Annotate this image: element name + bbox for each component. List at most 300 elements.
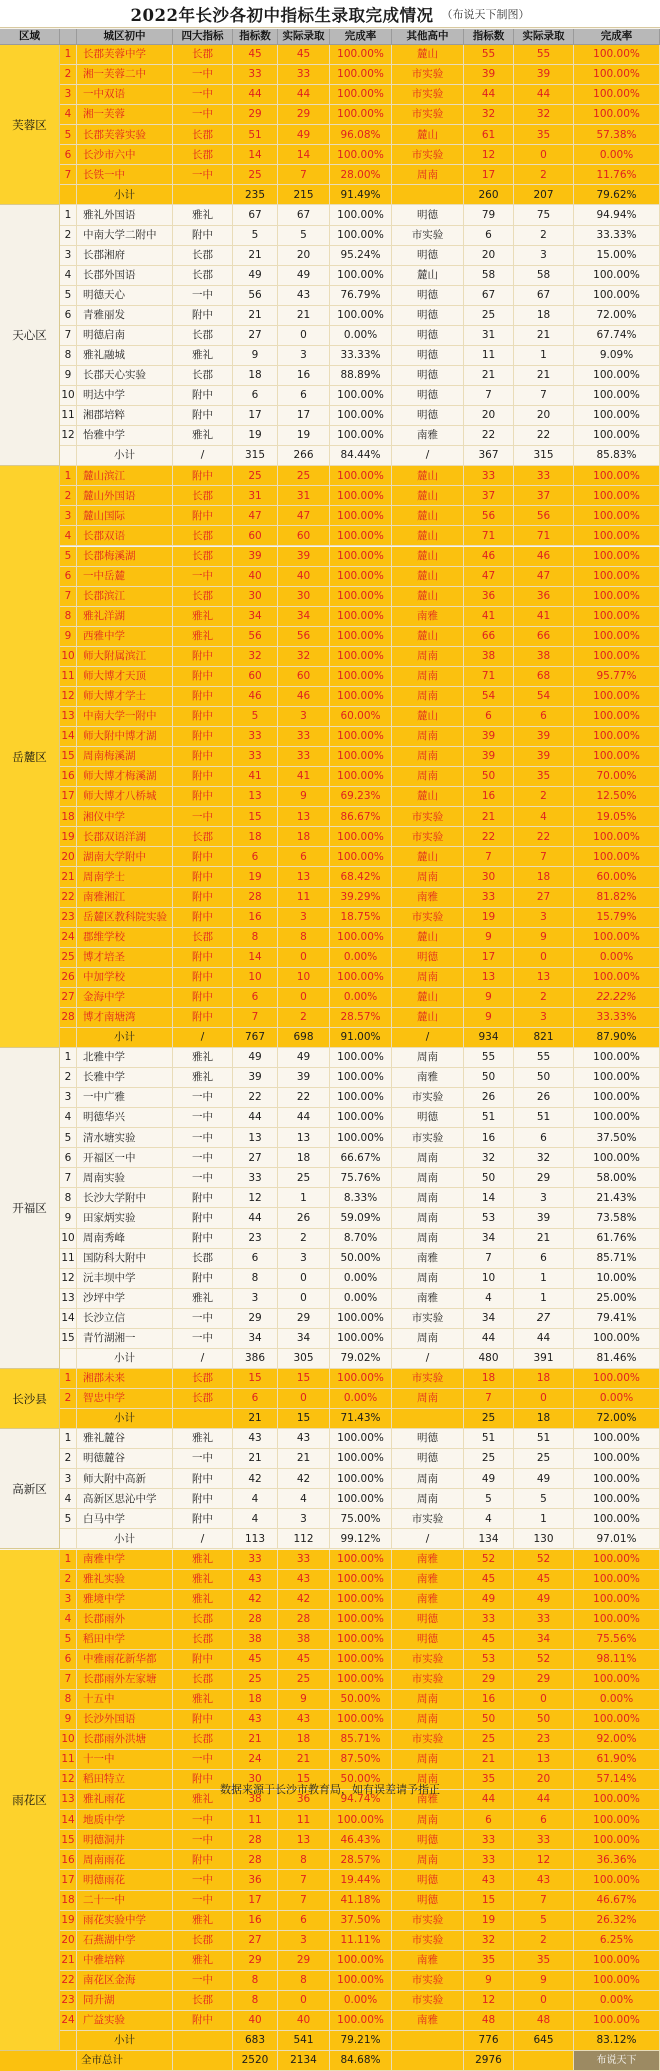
other-high-school: 明德 (392, 205, 464, 225)
other-quota-count: 7 (464, 1389, 514, 1409)
other-admitted-count: 20 (514, 406, 574, 426)
other-admitted-count: 39 (514, 747, 574, 767)
other-high-school: 明德 (392, 1630, 464, 1650)
completion-rate: 69.23% (330, 787, 392, 807)
other-high-school: 周南 (392, 647, 464, 667)
school-name: 周南学士 (77, 867, 173, 887)
school-name: 麓山外国语 (77, 486, 173, 506)
table-row (0, 1289, 660, 1309)
quota-count: 21 (233, 1730, 278, 1750)
subtotal-quota: 683 (233, 2031, 278, 2051)
other-completion-rate: 100.00% (574, 747, 660, 767)
quota-count: 67 (233, 205, 278, 225)
other-admitted-count: 0 (514, 1991, 574, 2011)
other-quota-count: 9 (464, 1971, 514, 1991)
other-completion-rate: 100.00% (574, 1550, 660, 1570)
big-four-school: 附中 (173, 1188, 233, 1208)
admitted-count: 49 (278, 266, 330, 286)
big-four-school: 附中 (173, 1008, 233, 1028)
row-number: 12 (60, 687, 77, 707)
completion-rate: 100.00% (330, 687, 392, 707)
other-admitted-count: 66 (514, 627, 574, 647)
table-row (0, 567, 660, 587)
big-four-school: 附中 (173, 727, 233, 747)
school-name: 明德启南 (77, 326, 173, 346)
school-name: 地质中学 (77, 1810, 173, 1830)
other-high-school: 南雅 (392, 1550, 464, 1570)
other-quota-count: 50 (464, 767, 514, 787)
quota-count: 12 (233, 1188, 278, 1208)
quota-count: 33 (233, 65, 278, 85)
completion-rate: 41.18% (330, 1891, 392, 1911)
quota-count: 38 (233, 1790, 278, 1810)
big-four-school: 附中 (173, 908, 233, 928)
school-name: 雅礼麓谷 (77, 1429, 173, 1449)
other-admitted-count: 55 (514, 45, 574, 65)
other-admitted-count: 48 (514, 2011, 574, 2031)
admitted-count: 34 (278, 1329, 330, 1349)
subtotal-big: / (173, 446, 233, 466)
big-four-school: 一中 (173, 1329, 233, 1349)
table-row (0, 1249, 660, 1269)
completion-rate: 100.00% (330, 928, 392, 948)
admitted-count: 9 (278, 1690, 330, 1710)
admitted-count: 17 (278, 406, 330, 426)
other-quota-count: 6 (464, 1810, 514, 1830)
row-number: 11 (60, 1249, 77, 1269)
school-name: 湘一芙蓉二中 (77, 65, 173, 85)
other-high-school: 市实验 (392, 1650, 464, 1670)
row-number: 6 (60, 567, 77, 587)
completion-rate: 100.00% (330, 105, 392, 125)
quota-count: 25 (233, 466, 278, 486)
total-other (392, 2051, 464, 2071)
admitted-count: 7 (278, 165, 330, 185)
admitted-count: 43 (278, 1429, 330, 1449)
row-number: 9 (60, 1208, 77, 1228)
other-admitted-count: 26 (514, 1088, 574, 1108)
big-four-school: 附中 (173, 948, 233, 968)
quota-count: 33 (233, 1550, 278, 1570)
other-quota-count: 53 (464, 1650, 514, 1670)
table-row (0, 426, 660, 446)
quota-count: 4 (233, 1489, 278, 1509)
row-number: 14 (60, 1309, 77, 1329)
completion-rate: 59.09% (330, 1208, 392, 1228)
big-four-school: 一中 (173, 1148, 233, 1168)
subtotal-rate: 91.49% (330, 185, 392, 205)
other-quota-count: 33 (464, 1830, 514, 1850)
other-quota-count: 39 (464, 747, 514, 767)
subtotal-row (0, 185, 660, 205)
quota-count: 29 (233, 105, 278, 125)
other-high-school: 南雅 (392, 1590, 464, 1610)
completion-rate: 76.79% (330, 286, 392, 306)
other-quota-count: 25 (464, 1449, 514, 1469)
other-high-school: 麓山 (392, 526, 464, 546)
other-quota-count: 48 (464, 2011, 514, 2031)
completion-rate: 100.00% (330, 727, 392, 747)
quota-count: 47 (233, 506, 278, 526)
admitted-count: 31 (278, 486, 330, 506)
admitted-count: 13 (278, 867, 330, 887)
table-row (0, 1168, 660, 1188)
row-number: 12 (60, 1269, 77, 1289)
other-quota-count: 44 (464, 1329, 514, 1349)
admitted-count: 18 (278, 1148, 330, 1168)
table-row (0, 1489, 660, 1509)
other-admitted-count: 3 (514, 246, 574, 266)
other-admitted-count: 18 (514, 306, 574, 326)
other-high-school: 明德 (392, 1610, 464, 1630)
school-name: 长沙立信 (77, 1309, 173, 1329)
big-four-school: 雅礼 (173, 1048, 233, 1068)
other-completion-rate: 15.79% (574, 908, 660, 928)
big-four-school: 长郡 (173, 1249, 233, 1269)
other-high-school: 市实验 (392, 1509, 464, 1529)
table-row (0, 65, 660, 85)
subtotal-rate: 71.43% (330, 1409, 392, 1429)
other-admitted-count: 71 (514, 526, 574, 546)
row-number: 9 (60, 627, 77, 647)
table-row (0, 246, 660, 266)
row-number: 7 (60, 1168, 77, 1188)
completion-rate: 100.00% (330, 767, 392, 787)
big-four-school: 长郡 (173, 1369, 233, 1389)
other-completion-rate: 67.74% (574, 326, 660, 346)
other-quota-count: 29 (464, 1670, 514, 1690)
other-high-school: 麓山 (392, 847, 464, 867)
school-name: 长郡外国语 (77, 266, 173, 286)
other-admitted-count: 21 (514, 366, 574, 386)
other-quota-count: 20 (464, 246, 514, 266)
table-row (0, 1690, 660, 1710)
other-completion-rate: 72.00% (574, 306, 660, 326)
big-four-school: 长郡 (173, 1389, 233, 1409)
other-completion-rate: 100.00% (574, 1971, 660, 1991)
completion-rate: 86.67% (330, 807, 392, 827)
other-high-school: 麓山 (392, 627, 464, 647)
admitted-count: 8 (278, 1971, 330, 1991)
subtotal-other-rate: 81.46% (574, 1349, 660, 1369)
table-row (0, 1188, 660, 1208)
quota-count: 43 (233, 1710, 278, 1730)
school-name: 周南梅溪湖 (77, 747, 173, 767)
row-number: 3 (60, 1088, 77, 1108)
table-row (0, 1309, 660, 1329)
other-admitted-count: 33 (514, 466, 574, 486)
quota-count: 51 (233, 125, 278, 145)
school-name: 湘仪中学 (77, 807, 173, 827)
other-admitted-count: 2 (514, 165, 574, 185)
admitted-count: 20 (278, 246, 330, 266)
subtotal-other-quota: 480 (464, 1349, 514, 1369)
school-name: 长郡雨外洪塘 (77, 1730, 173, 1750)
other-high-school: 南雅 (392, 1790, 464, 1810)
school-name: 雅礼洋湖 (77, 607, 173, 627)
other-admitted-count: 49 (514, 1469, 574, 1489)
other-admitted-count: 0 (514, 145, 574, 165)
other-admitted-count: 25 (514, 1449, 574, 1469)
other-quota-count: 9 (464, 988, 514, 1008)
school-name: 湘一芙蓉 (77, 105, 173, 125)
completion-rate: 100.00% (330, 1068, 392, 1088)
subtotal-other: / (392, 1349, 464, 1369)
subtotal-other-rate: 97.01% (574, 1529, 660, 1549)
admitted-count: 8 (278, 928, 330, 948)
row-number: 11 (60, 406, 77, 426)
admitted-count: 25 (278, 1168, 330, 1188)
row-number: 3 (60, 1469, 77, 1489)
other-high-school: 明德 (392, 366, 464, 386)
table-row (0, 767, 660, 787)
school-name: 怡雅中学 (77, 426, 173, 446)
other-high-school: 市实验 (392, 65, 464, 85)
table-row (0, 888, 660, 908)
row-number: 23 (60, 908, 77, 928)
subtotal-other-quota: 134 (464, 1529, 514, 1549)
row-number: 11 (60, 1750, 77, 1770)
admitted-count: 14 (278, 145, 330, 165)
quota-count: 32 (233, 647, 278, 667)
other-completion-rate: 100.00% (574, 1469, 660, 1489)
completion-rate: 100.00% (330, 567, 392, 587)
other-quota-count: 7 (464, 386, 514, 406)
quota-count: 44 (233, 1108, 278, 1128)
completion-rate: 0.00% (330, 1269, 392, 1289)
other-completion-rate: 19.05% (574, 807, 660, 827)
school-name: 长沙市六中 (77, 145, 173, 165)
big-four-school: 附中 (173, 2011, 233, 2031)
other-high-school: 麓山 (392, 707, 464, 727)
row-number: 5 (60, 125, 77, 145)
other-admitted-count: 44 (514, 85, 574, 105)
other-high-school: 麓山 (392, 466, 464, 486)
other-high-school: 市实验 (392, 908, 464, 928)
admitted-count: 10 (278, 968, 330, 988)
other-admitted-count: 13 (514, 968, 574, 988)
header-cell: 完成率 (330, 29, 392, 45)
admitted-count: 3 (278, 1931, 330, 1951)
completion-rate: 8.33% (330, 1188, 392, 1208)
quota-count: 4 (233, 1509, 278, 1529)
completion-rate: 100.00% (330, 1570, 392, 1590)
completion-rate: 100.00% (330, 1670, 392, 1690)
header-cell: 城区初中 (77, 29, 173, 45)
subtotal-big: / (173, 1529, 233, 1549)
other-high-school: 南雅 (392, 1249, 464, 1269)
completion-rate: 100.00% (330, 1128, 392, 1148)
school-name: 青竹湖湘一 (77, 1329, 173, 1349)
other-admitted-count: 1 (514, 1269, 574, 1289)
district-name: 高新区 (0, 1429, 60, 1549)
other-completion-rate: 0.00% (574, 948, 660, 968)
other-quota-count: 16 (464, 1690, 514, 1710)
big-four-school: 一中 (173, 1891, 233, 1911)
school-name: 师大博才梅溪湖 (77, 767, 173, 787)
subtotal-admitted: 698 (278, 1028, 330, 1048)
school-name: 明德雨花 (77, 1870, 173, 1890)
table-row (0, 1128, 660, 1148)
row-number: 1 (60, 1429, 77, 1449)
quota-count: 49 (233, 266, 278, 286)
other-completion-rate: 100.00% (574, 1590, 660, 1610)
completion-rate: 100.00% (330, 205, 392, 225)
other-admitted-count: 2 (514, 1931, 574, 1951)
completion-rate: 0.00% (330, 326, 392, 346)
other-completion-rate: 61.90% (574, 1750, 660, 1770)
completion-rate: 100.00% (330, 1630, 392, 1650)
table-row (0, 1429, 660, 1449)
completion-rate: 100.00% (330, 1469, 392, 1489)
big-four-school: 雅礼 (173, 426, 233, 446)
quota-count: 25 (233, 165, 278, 185)
other-admitted-count: 39 (514, 65, 574, 85)
other-completion-rate: 57.38% (574, 125, 660, 145)
school-name: 同升湖 (77, 1991, 173, 2011)
subtotal-other-quota: 934 (464, 1028, 514, 1048)
school-name: 十五中 (77, 1690, 173, 1710)
school-name: 长郡芙蓉实验 (77, 125, 173, 145)
other-high-school: 周南 (392, 1188, 464, 1208)
admitted-count: 33 (278, 727, 330, 747)
table-row (0, 165, 660, 185)
district-name: 开福区 (0, 1048, 60, 1369)
admitted-count: 22 (278, 1088, 330, 1108)
other-completion-rate: 100.00% (574, 1489, 660, 1509)
admitted-count: 0 (278, 988, 330, 1008)
completion-rate: 100.00% (330, 1650, 392, 1670)
other-completion-rate: 100.00% (574, 105, 660, 125)
other-high-school: 周南 (392, 727, 464, 747)
other-completion-rate: 73.58% (574, 1208, 660, 1228)
big-four-school: 附中 (173, 1489, 233, 1509)
table-row (0, 607, 660, 627)
big-four-school: 附中 (173, 747, 233, 767)
table-row (0, 948, 660, 968)
other-high-school: 麓山 (392, 787, 464, 807)
other-completion-rate: 81.82% (574, 888, 660, 908)
table-row (0, 547, 660, 567)
other-admitted-count: 27 (514, 1309, 574, 1329)
other-completion-rate: 79.41% (574, 1309, 660, 1329)
row-number: 12 (60, 1770, 77, 1790)
subtotal-big: / (173, 1028, 233, 1048)
big-four-school: 雅礼 (173, 1790, 233, 1810)
quota-count: 34 (233, 1329, 278, 1349)
subtotal-admitted: 112 (278, 1529, 330, 1549)
table-row (0, 647, 660, 667)
table-row (0, 1469, 660, 1489)
other-completion-rate: 100.00% (574, 1670, 660, 1690)
big-four-school: 长郡 (173, 1630, 233, 1650)
other-admitted-count: 2 (514, 988, 574, 1008)
other-high-school: 麓山 (392, 45, 464, 65)
table-row (0, 526, 660, 546)
table-row (0, 1650, 660, 1670)
admitted-count: 34 (278, 607, 330, 627)
row-number: 2 (60, 1068, 77, 1088)
other-quota-count: 33 (464, 466, 514, 486)
completion-rate: 100.00% (330, 1810, 392, 1830)
other-admitted-count: 44 (514, 1790, 574, 1810)
other-admitted-count: 43 (514, 1870, 574, 1890)
quota-count: 5 (233, 707, 278, 727)
school-name: 广益实验 (77, 2011, 173, 2031)
row-number: 10 (60, 1730, 77, 1750)
big-four-school: 一中 (173, 567, 233, 587)
big-four-school: 附中 (173, 767, 233, 787)
other-completion-rate: 100.00% (574, 1048, 660, 1068)
school-name: 长郡雨外 (77, 1610, 173, 1630)
school-name: 一中广雅 (77, 1088, 173, 1108)
row-number: 16 (60, 1850, 77, 1870)
big-four-school: 长郡 (173, 1610, 233, 1630)
other-high-school: 周南 (392, 1810, 464, 1830)
other-completion-rate: 61.76% (574, 1229, 660, 1249)
admitted-count: 11 (278, 1810, 330, 1830)
admitted-count: 60 (278, 667, 330, 687)
other-high-school: 市实验 (392, 145, 464, 165)
other-completion-rate: 100.00% (574, 1509, 660, 1529)
other-admitted-count: 35 (514, 1951, 574, 1971)
other-quota-count: 22 (464, 827, 514, 847)
other-quota-count: 6 (464, 707, 514, 727)
other-high-school: 周南 (392, 687, 464, 707)
admitted-count: 9 (278, 787, 330, 807)
district-name: 岳麓区 (0, 466, 60, 1048)
subtotal-other-rate: 79.62% (574, 185, 660, 205)
row-number: 7 (60, 165, 77, 185)
table-row (0, 1329, 660, 1349)
quota-count: 38 (233, 1630, 278, 1650)
row-number: 5 (60, 1128, 77, 1148)
row-number: 7 (60, 326, 77, 346)
table-row (0, 867, 660, 887)
big-four-school: 一中 (173, 1971, 233, 1991)
table-row (0, 105, 660, 125)
other-high-school: 麓山 (392, 988, 464, 1008)
quota-count: 41 (233, 767, 278, 787)
subtotal-other-admitted: 315 (514, 446, 574, 466)
quota-count: 25 (233, 1670, 278, 1690)
quota-count: 15 (233, 1369, 278, 1389)
admitted-count: 47 (278, 506, 330, 526)
table-row (0, 45, 660, 65)
quota-count: 40 (233, 567, 278, 587)
subtotal-other-quota: 25 (464, 1409, 514, 1429)
subtotal-row (0, 1409, 660, 1429)
big-four-school: 一中 (173, 1088, 233, 1108)
row-number: 15 (60, 1329, 77, 1349)
big-four-school: 附中 (173, 466, 233, 486)
other-quota-count: 19 (464, 1911, 514, 1931)
big-four-school: 附中 (173, 847, 233, 867)
school-name: 长沙外国语 (77, 1710, 173, 1730)
quota-count: 28 (233, 1830, 278, 1850)
other-quota-count: 51 (464, 1429, 514, 1449)
admitted-count: 1 (278, 1188, 330, 1208)
table-row (0, 1148, 660, 1168)
other-quota-count: 7 (464, 847, 514, 867)
table-row (0, 1449, 660, 1469)
other-high-school: 南雅 (392, 426, 464, 446)
quota-count: 28 (233, 1610, 278, 1630)
table-row (0, 1850, 660, 1870)
admitted-count: 43 (278, 1710, 330, 1730)
subtotal-label: 小计 (77, 185, 173, 205)
completion-rate: 0.00% (330, 1991, 392, 2011)
